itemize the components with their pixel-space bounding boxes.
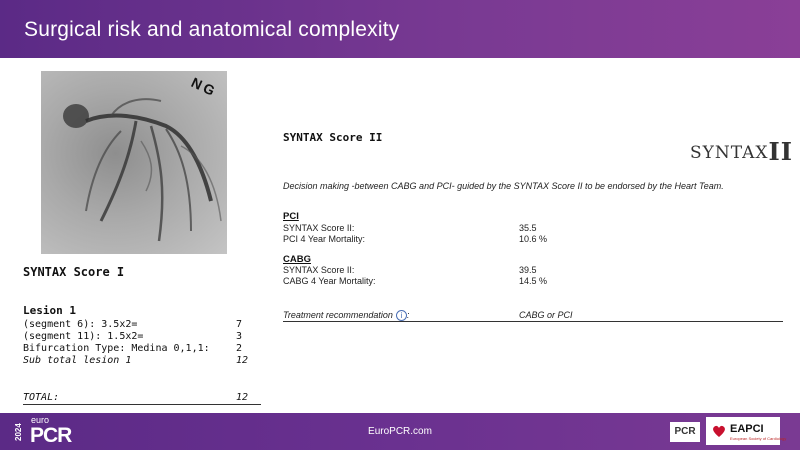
pci-score-value: 35.5 [519, 223, 537, 233]
info-icon[interactable]: i [396, 310, 407, 321]
lesion-row-label: Bifurcation Type: Medina 0,1,1: [23, 343, 210, 354]
syntax-logo-num: II [768, 137, 793, 166]
treatment-value: CABG or PCI [519, 310, 573, 320]
cabg-mortality-row [283, 276, 783, 288]
lesion-row-label: Sub total lesion 1 [23, 355, 132, 366]
pci-mortality-label: PCI 4 Year Mortality: [283, 234, 366, 244]
angiogram-label: NG [188, 74, 221, 100]
footer-bar [0, 413, 800, 450]
decision-text: Decision making -between CABG and PCI- guided by the SYNTAX Score II to be endorsed by the Heart Team. [283, 181, 724, 191]
total-row [23, 392, 261, 405]
cabg-score-value: 39.5 [519, 265, 537, 275]
treatment-row [283, 308, 783, 322]
treatment-colon: : [406, 310, 410, 320]
angiogram-image [41, 71, 227, 254]
total-value: 12 [236, 392, 249, 403]
footer-brand-logo: PCR [30, 424, 72, 447]
header-bar [0, 0, 800, 58]
lesion-row-value: 3 [236, 331, 243, 342]
syntax-logo [690, 135, 793, 164]
cabg-mortality-label: CABG 4 Year Mortality: [283, 276, 376, 286]
pci-mortality-value: 10.6 % [519, 234, 548, 244]
eapci-logo [706, 417, 787, 445]
eapci-subtext: European Society of Cardiology [730, 436, 787, 441]
lesion-row-value: 7 [236, 319, 243, 330]
pcr-badge-logo: PCR [670, 422, 700, 442]
cabg-section-title: CABG [283, 254, 311, 265]
lesion-row-label: (segment 6): 3.5x2= [23, 319, 138, 330]
angiogram-vessels [41, 71, 227, 254]
treatment-label: Treatment recommendation [283, 310, 393, 320]
cabg-score-label: SYNTAX Score II: [283, 265, 355, 275]
lesion-row-value: 12 [236, 355, 249, 366]
footer-brand-top: euro [31, 415, 50, 425]
total-label: TOTAL: [23, 392, 60, 403]
footer-year: 2024 [14, 423, 23, 441]
eapci-text: EAPCI [730, 423, 764, 435]
syntax-score-2-title: SYNTAX Score II [283, 131, 383, 144]
lesion-row-label: (segment 11): 1.5x2= [23, 331, 144, 342]
syntax-score-1-title: SYNTAX Score I [23, 265, 125, 279]
pci-mortality-row [283, 234, 783, 246]
pci-section-title: PCI [283, 211, 299, 222]
pci-score-label: SYNTAX Score II: [283, 223, 355, 233]
lesion-subtotal-row [23, 355, 253, 368]
lesion-title: Lesion 1 [23, 304, 76, 317]
cabg-mortality-value: 14.5 % [519, 276, 548, 286]
syntax-logo-text: SYNTAX [690, 143, 769, 163]
page-title: Surgical risk and anatomical complexity [24, 18, 400, 41]
heart-icon [711, 423, 727, 439]
footer-site-link[interactable]: EuroPCR.com [368, 426, 432, 437]
treatment-label-group [283, 310, 409, 321]
lesion-row-value: 2 [236, 343, 243, 354]
